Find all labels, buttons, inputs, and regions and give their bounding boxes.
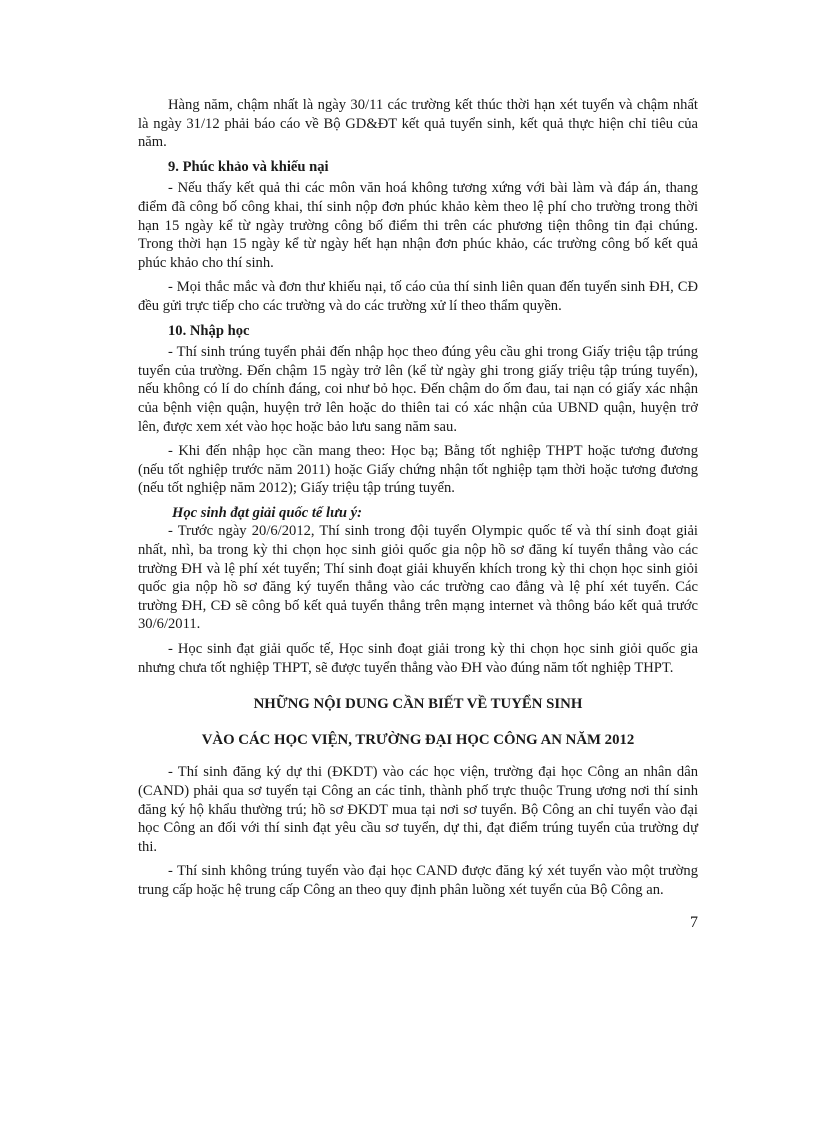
intro-paragraph: Hàng năm, chậm nhất là ngày 30/11 các trường kết thúc thời hạn xét tuyển và chậm nhất là ngày 31/12 phải báo cáo về Bộ GD&ĐT kết quả tuyển sinh, kết quả thực hiện chỉ tiêu của năm. bbox=[138, 97, 698, 151]
page-number: 7 bbox=[690, 914, 698, 931]
police-section-title-line-2: VÀO CÁC HỌC VIỆN, TRƯỜNG ĐẠI HỌC CÔNG AN NĂM 2012 bbox=[201, 731, 635, 748]
police-paragraph-1: - Thí sinh đăng ký dự thi (ĐKDT) vào các học viện, trường đại học Công an nhân dân (CAND) phải qua sơ tuyển tại Công an các tỉnh, thành phố trực thuộc Trung ương nơi thí sinh đăng ký hộ khẩu thường trú; hồ sơ ĐKDT mua tại nơi sơ tuyển. Bộ Công an chỉ tuyển vào đại học Công an đối với thí sinh đạt yêu cầu sơ tuyển, dự thi, đạt điểm trúng tuyển của trường dự thi. bbox=[138, 764, 698, 855]
document-page bbox=[138, 96, 698, 906]
section-10-paragraph-2: - Khi đến nhập học cần mang theo: Học bạ; Bằng tốt nghiệp THPT hoặc tương đương (nếu tốt nghiệp trước năm 2011) hoặc Giấy chứng nhận tốt nghiệp tạm thời hoặc tương đương (nếu tốt nghiệp năm 2012); Giấy triệu tập trúng tuyển. bbox=[138, 443, 698, 497]
police-section-title-line-1: NHỮNG NỘI DUNG CẦN BIẾT VỀ TUYỂN SINH bbox=[253, 696, 583, 713]
section-10-heading: 10. Nhập học bbox=[168, 322, 250, 339]
note-heading: Học sinh đạt giải quốc tế lưu ý: bbox=[172, 504, 362, 521]
section-10-paragraph-1: - Thí sinh trúng tuyển phải đến nhập học theo đúng yêu cầu ghi trong Giấy triệu tập trúng tuyển của trường. Đến chậm 15 ngày trở lên (kể từ ngày ghi trong giấy triệu tập trúng tuyển), nếu không có lí do chính đáng, coi như bỏ học. Đến chậm do ốm đau, tai nạn có giấy xác nhận của bệnh viện quận, huyện trở lên hoặc do thiên tai có xác nhận của UBND quận, huyện trở lên, được xem xét vào học hoặc bảo lưu sang năm sau. bbox=[138, 344, 698, 435]
section-9-paragraph-2: - Mọi thắc mắc và đơn thư khiếu nại, tố cáo của thí sinh liên quan đến tuyển sinh ĐH, CĐ đều gửi trực tiếp cho các trường và do các trường xử lí theo thẩm quyền. bbox=[138, 279, 698, 314]
police-paragraph-2: - Thí sinh không trúng tuyển vào đại học CAND được đăng ký xét tuyển vào một trường trung cấp hoặc hệ trung cấp Công an theo quy định phân luồng xét tuyển của Bộ Công an. bbox=[138, 863, 698, 898]
note-paragraph-1: - Trước ngày 20/6/2012, Thí sinh trong đội tuyển Olympic quốc tế và thí sinh đoạt giải nhất, nhì, ba trong kỳ thi chọn học sinh giỏi quốc gia nộp hồ sơ đăng kí tuyển thẳng vào các trường ĐH và lệ phí xét tuyển; Thí sinh đoạt giải khuyến khích trong kỳ thi chọn học sinh giỏi quốc gia nộp hồ sơ đăng ký tuyển thẳng vào các trường cao đẳng và lệ phí xét tuyển. Các trường ĐH, CĐ sẽ công bố kết quả tuyển thẳng trên mạng internet và thông báo kết quả trước 30/6/2011. bbox=[138, 523, 698, 633]
note-paragraph-2: - Học sinh đạt giải quốc tế, Học sinh đoạt giải trong kỳ thi chọn học sinh giỏi quốc gia nhưng chưa tốt nghiệp THPT, sẽ được tuyển thẳng vào ĐH vào đúng năm tốt nghiệp THPT. bbox=[138, 641, 698, 676]
section-9-paragraph-1: - Nếu thấy kết quả thi các môn văn hoá không tương xứng với bài làm và đáp án, thang điểm đã công bố công khai, thí sinh nộp đơn phúc khảo kèm theo lệ phí cho trường trong thời hạn 15 ngày kể từ ngày trường công bố điểm thi trên các phương tiện thông tin đại chúng. Trong thời hạn 15 ngày kể từ ngày hết hạn nhận đơn phúc khảo, các trường công bố kết quả phúc khảo cho thí sinh. bbox=[138, 180, 698, 271]
section-9-heading: 9. Phúc khảo và khiếu nại bbox=[168, 158, 329, 175]
